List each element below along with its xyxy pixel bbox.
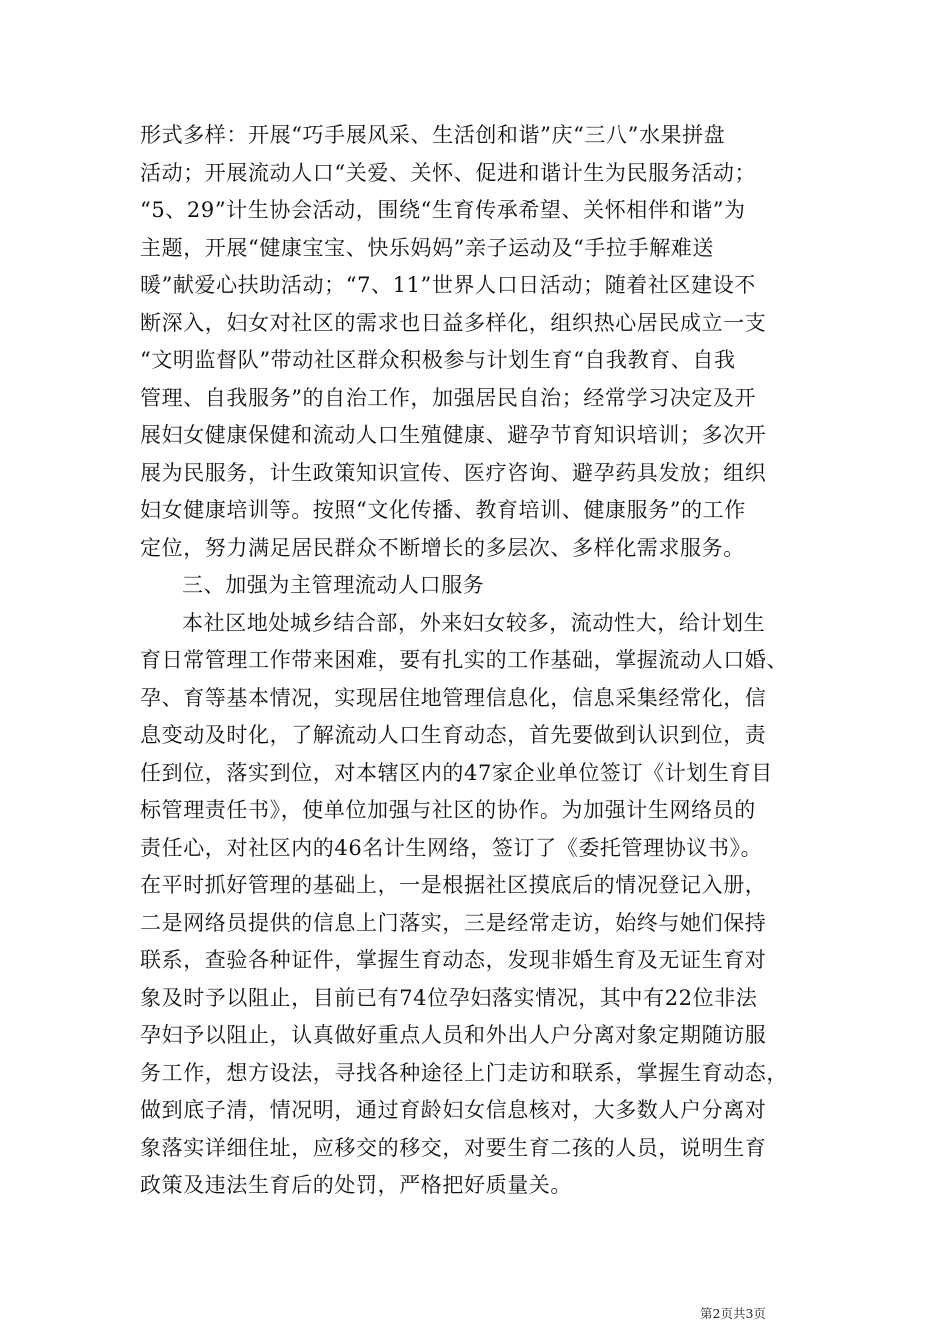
- text-line: 形式多样：开展“巧手展风采、生活创和谐”庆“三八”水果拼盘: [140, 123, 726, 147]
- text-line: 息变动及时化，了解流动人口生育动态，首先要做到认识到位，责: [140, 723, 767, 747]
- text-line: 孕妇予以阻止，认真做好重点人员和外出人户分离对象定期随访服: [140, 1023, 767, 1047]
- text-line: 展为民服务，计生政策知识宣传、医疗咨询、避孕药具发放；组织: [140, 460, 767, 485]
- text-line: “5、29”计生协会活动，围绕“生育传承希望、关怀相伴和谐”为: [140, 198, 746, 222]
- text-line: 育日常管理工作带来困难，要有扎实的工作基础，掌握流动人口婚、: [140, 648, 788, 672]
- section-heading: 三、加强为主管理流动人口服务: [182, 573, 485, 597]
- text-line: 妇女健康培训等。按照“文化传播、教育培训、健康服务”的工作: [140, 498, 746, 522]
- text-line: 做到底子清，情况明，通过育龄妇女信息核对，大多数人户分离对: [140, 1098, 767, 1122]
- text-line: 在平时抓好管理的基础上，一是根据社区摸底后的情况登记入册，: [140, 873, 767, 897]
- text-line: 联系，查验各种证件，掌握生育动态，发现非婚生育及无证生育对: [140, 948, 767, 972]
- document-body: [140, 117, 830, 1205]
- text-line: 展妇女健康保健和流动人口生殖健康、避孕节育知识培训；多次开: [140, 423, 767, 447]
- text-line: 标管理责任书》，使单位加强与社区的协作。为加强计生网络员的: [140, 798, 756, 822]
- page-number: 第2页共3页: [700, 1306, 766, 1321]
- text-line: 象落实详细住址，应移交的移交，对要生育二孩的人员，说明生育: [140, 1135, 767, 1160]
- text-line: 象及时予以阻止，目前已有74位孕妇落实情况，其中有22位非法: [140, 985, 758, 1010]
- paragraph-floating-population: [140, 605, 830, 1205]
- text-line: 定位，努力满足居民群众不断增长的多层次、多样化需求服务。: [140, 535, 745, 560]
- text-line: 管理、自我服务”的自治工作，加强居民自治；经常学习决定及开: [140, 385, 757, 410]
- text-line: 政策及违法生育后的处罚，严格把好质量关。: [140, 1173, 572, 1197]
- text-line: 务工作，想方设法，寻找各种途径上门走访和联系，掌握生育动态，: [140, 1060, 788, 1085]
- text-line: “文明监督队”带动社区群众积极参与计划生育“自我教育、自我: [140, 348, 736, 372]
- text-line: 断深入，妇女对社区的需求也日益多样化，组织热心居民成立一支: [140, 310, 767, 335]
- paragraph-activities: [140, 117, 830, 567]
- text-line: 任到位，落实到位，对本辖区内的47家企业单位签订《计划生育目: [140, 760, 773, 785]
- text-line: 二是网络员提供的信息上门落实，三是经常走访，始终与她们保持: [140, 910, 767, 935]
- text-line: 责任心，对社区内的46名计生网络，签订了《委托管理协议书》。: [140, 835, 763, 860]
- text-line: 孕、育等基本情况，实现居住地管理信息化，信息采集经常化，信: [140, 685, 767, 710]
- text-line: 本社区地处城乡结合部，外来妇女较多，流动性大，给计划生: [182, 610, 766, 635]
- text-line: 暖”献爱心扶助活动；“7、11”世界人口日活动；随着社区建设不: [140, 273, 756, 297]
- text-line: 主题，开展“健康宝宝、快乐妈妈”亲子运动及“手拉手解难送: [140, 235, 715, 260]
- text-line: 活动；开展流动人口“关爱、关怀、促进和谐计生为民服务活动；: [140, 160, 757, 185]
